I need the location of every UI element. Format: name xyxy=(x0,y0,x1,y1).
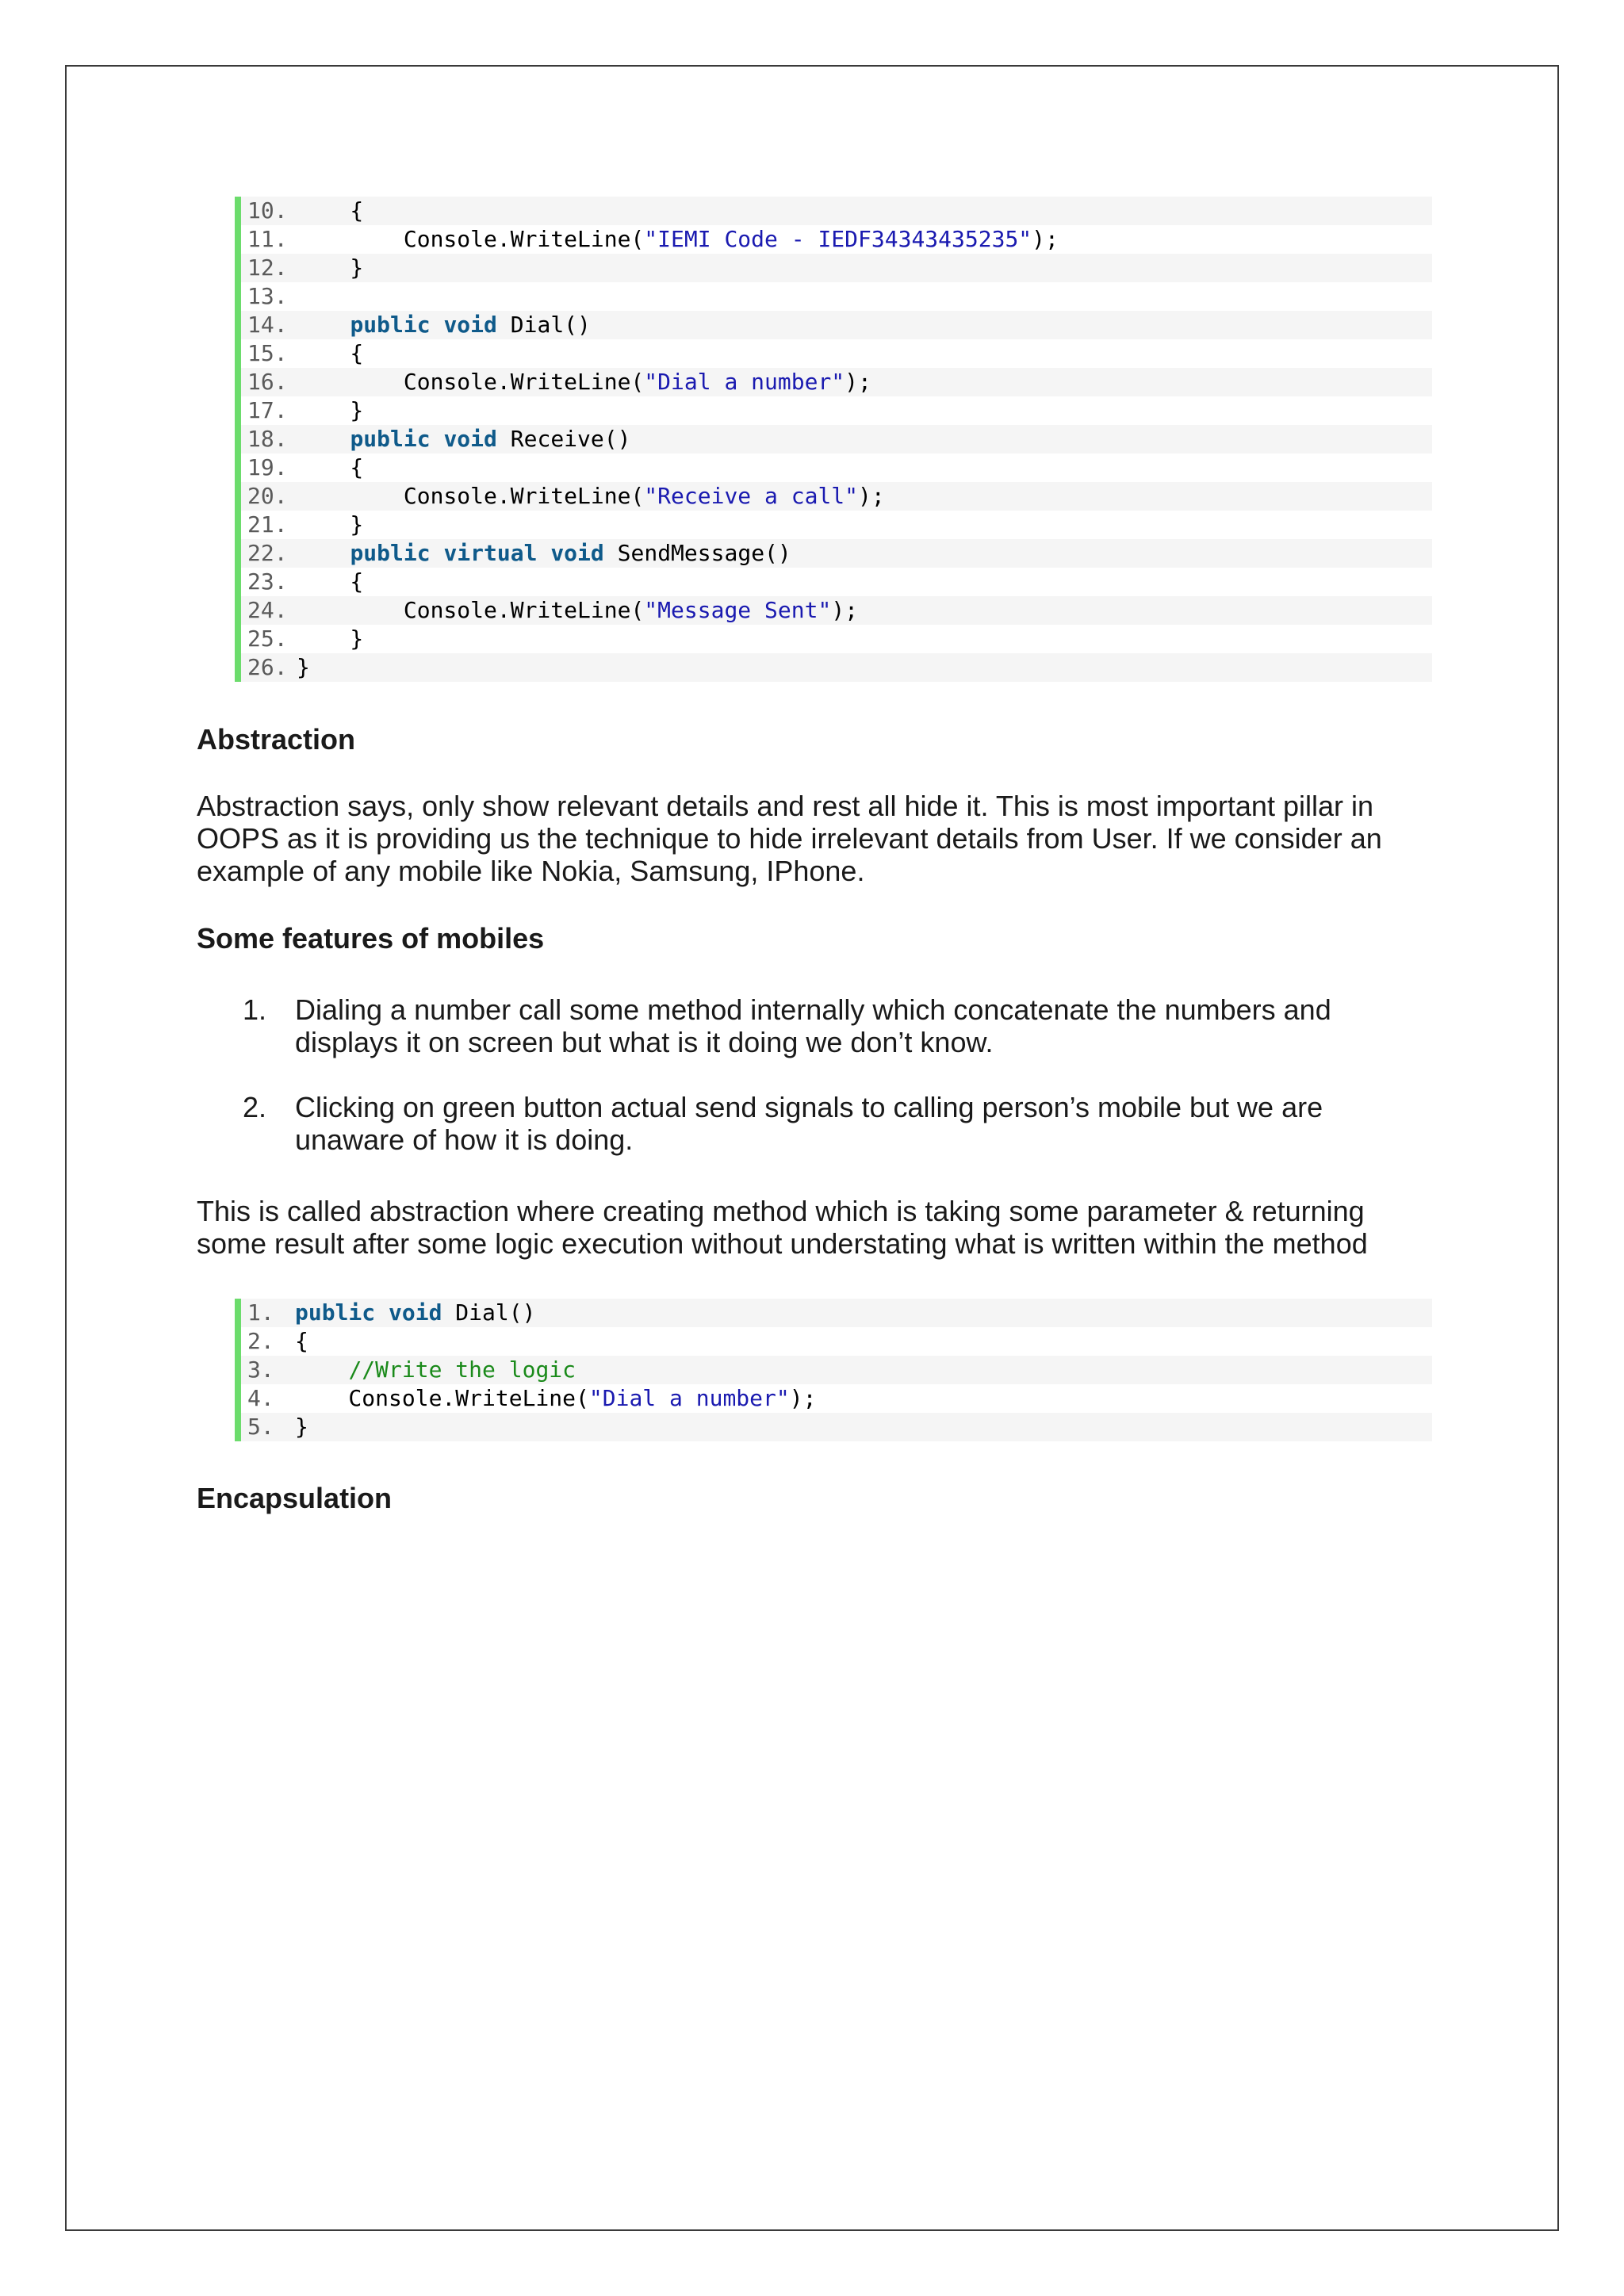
line-number: 12. xyxy=(247,254,288,281)
code-string: "Dial a number" xyxy=(588,1385,790,1411)
code-string: "Dial a number" xyxy=(644,369,845,395)
code-token xyxy=(295,1357,348,1383)
line-number: 24. xyxy=(247,597,288,623)
code-block-dial-method xyxy=(235,1299,1432,1441)
code-line xyxy=(241,396,1432,425)
abstraction-paragraph: Abstraction says, only show relevant details and rest all hide it. This is most important pillar in OOPS as it is providing us the technique to hide irrelevant details from User. If we consider an example of any mobile like Nokia, Samsung, IPhone. xyxy=(197,790,1382,887)
line-number: 2. xyxy=(247,1328,274,1354)
code-token xyxy=(431,540,444,566)
code-line xyxy=(241,368,1432,396)
line-number: 10. xyxy=(247,197,288,224)
code-text xyxy=(295,1299,535,1327)
code-line xyxy=(241,1384,1432,1413)
code-text xyxy=(295,1327,308,1356)
line-number: 21. xyxy=(247,511,288,538)
code-token: { xyxy=(297,568,364,595)
code-token: Console.WriteLine( xyxy=(295,1385,589,1411)
code-text xyxy=(297,225,1059,254)
list-item-number: 2. xyxy=(243,1091,267,1123)
abstraction-heading: Abstraction xyxy=(197,723,356,756)
line-number: 19. xyxy=(247,454,288,480)
code-text xyxy=(297,653,310,682)
code-token: } xyxy=(297,511,364,538)
code-line xyxy=(241,568,1432,596)
line-number: 20. xyxy=(247,483,288,509)
code-text xyxy=(297,453,363,482)
code-token: Console.WriteLine( xyxy=(297,597,645,623)
encapsulation-heading: Encapsulation xyxy=(197,1482,393,1514)
code-line xyxy=(241,453,1432,482)
code-text xyxy=(295,1356,576,1384)
code-line xyxy=(241,1356,1432,1384)
code-text xyxy=(297,254,363,282)
code-token: ); xyxy=(858,483,885,509)
code-token: } xyxy=(297,254,364,281)
code-text xyxy=(297,539,791,568)
code-token: } xyxy=(297,654,310,680)
code-token: ); xyxy=(845,369,871,395)
code-line xyxy=(241,311,1432,339)
code-token: ); xyxy=(831,597,859,623)
line-number: 3. xyxy=(247,1357,274,1383)
summary-paragraph: This is called abstraction where creating method which is taking some parameter & returning some result after some logic execution without understating what is written within the method xyxy=(197,1195,1368,1260)
code-line xyxy=(241,511,1432,539)
code-token: { xyxy=(297,454,364,480)
code-text xyxy=(297,482,885,511)
code-token xyxy=(431,312,444,338)
code-string: "Message Sent" xyxy=(644,597,832,623)
line-number: 17. xyxy=(247,397,288,423)
code-line xyxy=(241,625,1432,653)
code-token: { xyxy=(297,197,364,224)
code-token: Dial() xyxy=(496,312,591,338)
code-token: ); xyxy=(1032,226,1059,252)
line-number: 1. xyxy=(247,1299,274,1326)
features-heading: Some features of mobiles xyxy=(197,922,545,955)
code-token: Console.WriteLine( xyxy=(297,483,645,509)
code-line xyxy=(241,653,1432,682)
code-keyword: void xyxy=(443,312,497,338)
code-token xyxy=(375,1299,389,1326)
code-text xyxy=(297,425,630,453)
code-token xyxy=(297,312,350,338)
code-keyword: void xyxy=(389,1299,442,1326)
code-token xyxy=(431,426,444,452)
code-text xyxy=(295,1413,308,1441)
code-text xyxy=(297,396,363,425)
line-number: 23. xyxy=(247,568,288,595)
code-line xyxy=(241,1327,1432,1356)
code-token: Console.WriteLine( xyxy=(297,226,645,252)
code-keyword: public xyxy=(350,540,431,566)
code-text xyxy=(297,311,591,339)
code-line xyxy=(241,596,1432,625)
code-text xyxy=(297,596,858,625)
code-line xyxy=(241,282,1432,311)
list-item-text: Clicking on green button actual send signals to calling person’s mobile but we are unaware of how it is doing. xyxy=(295,1091,1323,1156)
line-number: 13. xyxy=(247,283,288,309)
code-line xyxy=(241,254,1432,282)
code-token: { xyxy=(295,1328,308,1354)
code-token xyxy=(297,426,350,452)
code-token: ); xyxy=(789,1385,817,1411)
code-token: } xyxy=(297,626,364,652)
code-comment: //Write the logic xyxy=(348,1357,576,1383)
code-keyword: virtual xyxy=(443,540,538,566)
code-line xyxy=(241,482,1432,511)
code-text xyxy=(297,197,363,225)
list-item-text: Dialing a number call some method internally which concatenate the numbers and displays it on screen but what is it doing we don’t know. xyxy=(295,993,1331,1058)
line-number: 5. xyxy=(247,1414,274,1440)
line-number: 14. xyxy=(247,312,288,338)
code-token: Receive() xyxy=(496,426,631,452)
code-line xyxy=(241,339,1432,368)
line-number: 16. xyxy=(247,369,288,395)
code-text xyxy=(297,511,363,539)
code-line xyxy=(241,539,1432,568)
line-number: 15. xyxy=(247,340,288,366)
code-keyword: void xyxy=(550,540,604,566)
code-keyword: public xyxy=(350,426,431,452)
code-line xyxy=(241,225,1432,254)
code-line xyxy=(241,197,1432,225)
code-token: Console.WriteLine( xyxy=(297,369,645,395)
code-text xyxy=(297,339,363,368)
code-string: "Receive a call" xyxy=(644,483,859,509)
code-line xyxy=(241,1299,1432,1327)
code-line xyxy=(241,425,1432,453)
code-token: } xyxy=(297,397,364,423)
line-number: 4. xyxy=(247,1385,274,1411)
code-keyword: public xyxy=(350,312,431,338)
code-text xyxy=(297,625,363,653)
line-number: 26. xyxy=(247,654,288,680)
line-number: 11. xyxy=(247,226,288,252)
code-token: Dial() xyxy=(442,1299,536,1326)
code-keyword: public xyxy=(295,1299,376,1326)
code-token: } xyxy=(295,1414,308,1440)
list-item-number: 1. xyxy=(243,993,267,1026)
code-block-mobile-class xyxy=(235,197,1432,682)
code-keyword: void xyxy=(443,426,497,452)
code-token: SendMessage() xyxy=(603,540,791,566)
code-token xyxy=(297,540,350,566)
code-token xyxy=(537,540,550,566)
code-line xyxy=(241,1413,1432,1441)
line-number: 22. xyxy=(247,540,288,566)
code-string: "IEMI Code - IEDF34343435235" xyxy=(644,226,1032,252)
code-text xyxy=(295,1384,816,1413)
code-text xyxy=(297,368,871,396)
line-number: 18. xyxy=(247,426,288,452)
code-text xyxy=(297,568,363,596)
code-token: { xyxy=(297,340,364,366)
line-number: 25. xyxy=(247,626,288,652)
